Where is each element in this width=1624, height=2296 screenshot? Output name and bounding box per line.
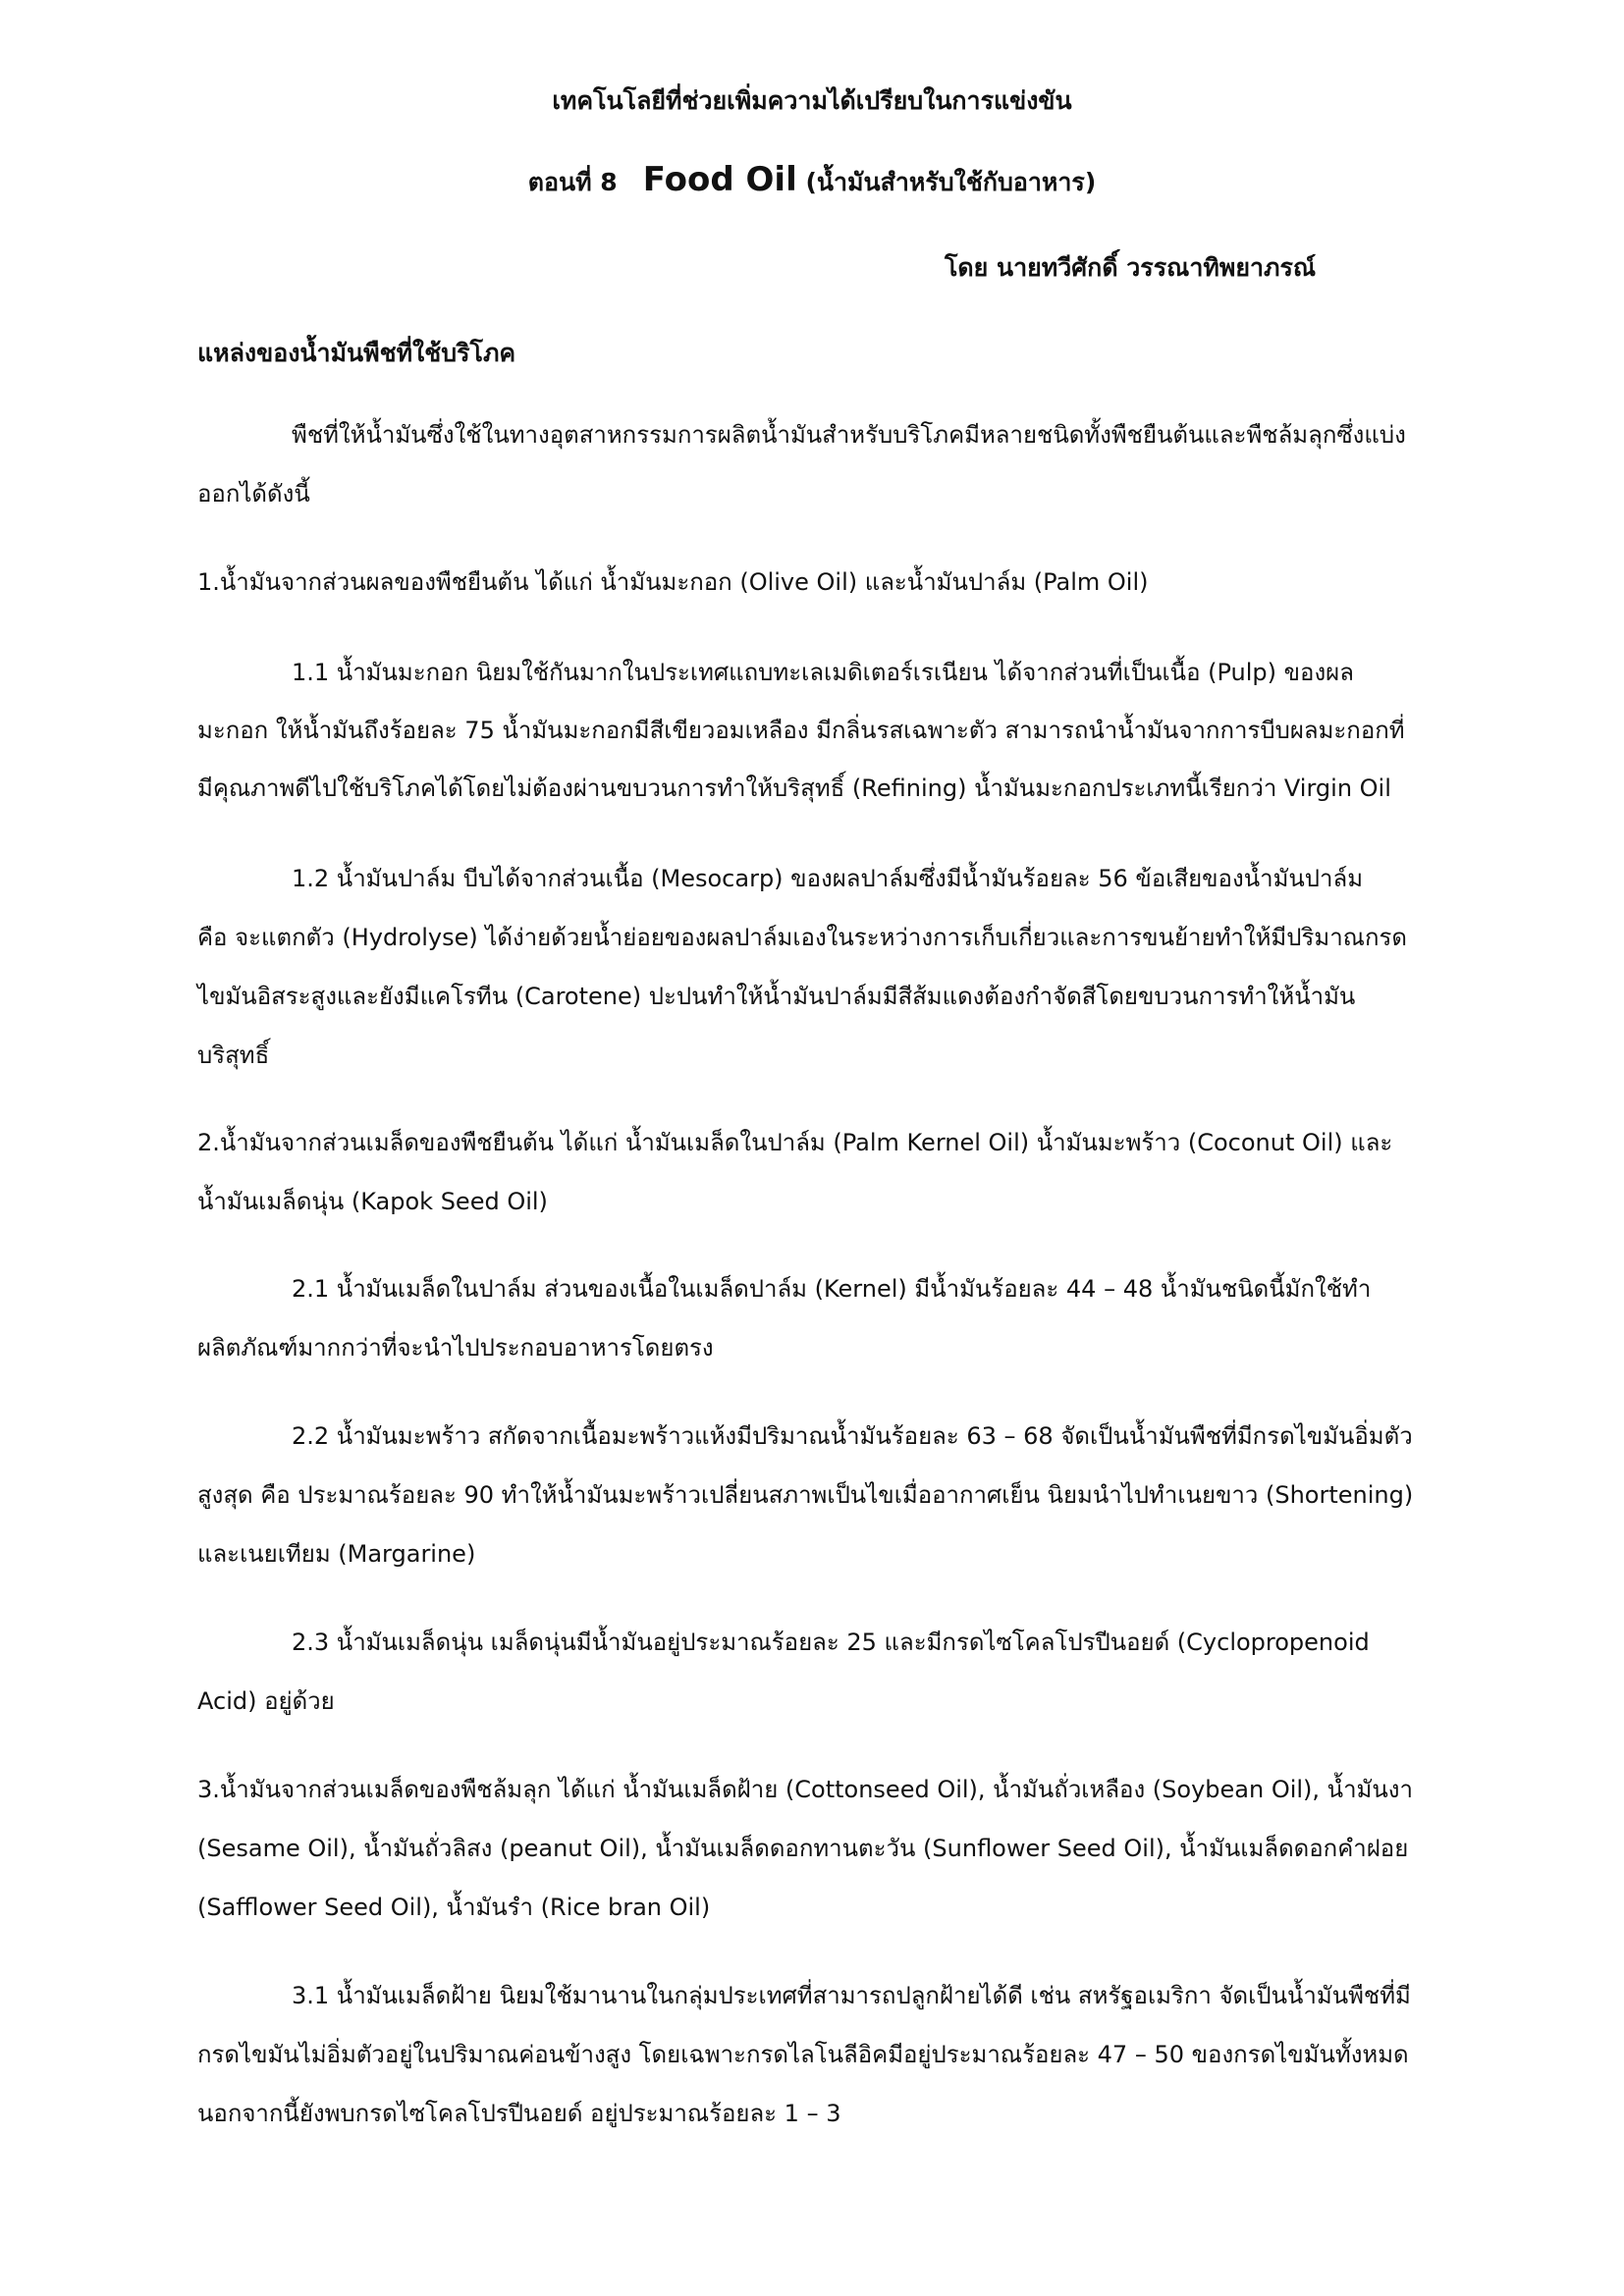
section-heading: แหล่งของน้ำมันพืชที่ใช้บริโภค (197, 339, 516, 367)
paragraph-line: น้ำมันเมล็ดนุ่น (Kapok Seed Oil) (197, 1188, 548, 1215)
paragraph-line: 2.3 น้ำมันเมล็ดนุ่น เมล็ดนุ่นมีน้ำมันอยู่ประมาณร้อยละ 25 และมีกรดไซโคลโปรปีนอยด์ (Cyclopropenoid (292, 1629, 1370, 1656)
paragraph-line: (Safflower Seed Oil), น้ำมันรำ (Rice bran Oil) (197, 1894, 711, 1921)
paragraph-line: Acid) อยู่ด้วย (197, 1687, 335, 1715)
paragraph-line: ไขมันอิสระสูงและยังมีแคโรทีน (Carotene) ปะปนทำให้น้ำมันปาล์มมีสีส้มแดงต้องกำจัดสีโดยขบวนการทำให้น้ำมัน (197, 983, 1356, 1010)
episode-heading (0, 160, 1624, 199)
paragraph-line: (Sesame Oil), น้ำมันถั่วลิสง (peanut Oil), น้ำมันเมล็ดดอกทานตะวัน (Sunflower Seed Oil), น้ำมันเมล็ดดอกคำฝอย (197, 1835, 1409, 1862)
document-title: เทคโนโลยีที่ช่วยเพิ่มความได้เปรียบในการแข่งขัน (552, 86, 1072, 115)
paragraph-line: 2.2 น้ำมันมะพร้าว สกัดจากเนื้อมะพร้าวแห้งมีปริมาณน้ำมันร้อยละ 63 – 68 จัดเป็นน้ำมันพืชที่มีกรดไขมันอิ่มตัว (292, 1422, 1413, 1450)
paragraph-line: กรดไขมันไม่อิ่มตัวอยู่ในปริมาณค่อนข้างสูง โดยเฉพาะกรดไลโนลีอิคมีอยู่ประมาณร้อยละ 47 – 50 ของกรดไขมันทั้งหมด (197, 2041, 1409, 2068)
list-item-3: 3.น้ำมันจากส่วนเมล็ดของพืชล้มลุก ได้แก่ น้ำมันเมล็ดฝ้าย (Cottonseed Oil), น้ำมันถั่วเหลือง (Soybean Oil), น้ำมันงา (197, 1776, 1413, 1803)
paragraph-line: มะกอก ให้น้ำมันถึงร้อยละ 75 น้ำมันมะกอกมีสีเขียวอมเหลือง มีกลิ่นรสเฉพาะตัว สามารถนำน้ำมันจากการบีบผลมะกอกที่ (197, 717, 1405, 744)
paragraph-line: คือ จะแตกตัว (Hydrolyse) ได้ง่ายด้วยน้ำย่อยของผลปาล์มเองในระหว่างการเก็บเกี่ยวและการขนย้ายทำให้มีปริมาณกรด (197, 924, 1407, 951)
episode-thai-title: (น้ำมันสำหรับใช้กับอาหาร) (805, 168, 1097, 196)
paragraph-line: ผลิตภัณฑ์มากกว่าที่จะนำไปประกอบอาหารโดยตรง (197, 1334, 714, 1362)
list-item-2: 2.น้ำมันจากส่วนเมล็ดของพืชยืนต้น ได้แก่ น้ำมันเมล็ดในปาล์ม (Palm Kernel Oil) น้ำมันมะพร้าว (Coconut Oil) และ (197, 1129, 1393, 1156)
paragraph-line: บริสุทธิ์ (197, 1041, 270, 1069)
paragraph-line: และเนยเทียม (Margarine) (197, 1540, 476, 1568)
list-item-1: 1.น้ำมันจากส่วนผลของพืชยืนต้น ได้แก่ น้ำมันมะกอก (Olive Oil) และน้ำมันปาล์ม (Palm Oil) (197, 568, 1149, 596)
episode-prefix: ตอนที่ 8 (527, 168, 618, 196)
paragraph-line: 3.1 น้ำมันเมล็ดฝ้าย นิยมใช้มานานในกลุ่มประเทศที่สามารถปลูกฝ้ายได้ดี เช่น สหรัฐอเมริกา จัดเป็นน้ำมันพืชที่มี (292, 1982, 1411, 2009)
paragraph-line: 1.1 น้ำมันมะกอก นิยมใช้กันมากในประเทศแถบทะเลเมดิเตอร์เรเนียน ได้จากส่วนที่เป็นเนื้อ (Pulp) ของผล (292, 659, 1354, 686)
paragraph-line: นอกจากนี้ยังพบกรดไซโคลโปรปีนอยด์ อยู่ประมาณร้อยละ 1 – 3 (197, 2100, 841, 2127)
paragraph-line: สูงสุด คือ ประมาณร้อยละ 90 ทำให้น้ำมันมะพร้าวเปลี่ยนสภาพเป็นไขเมื่ออากาศเย็น นิยมนำไปทำเนยขาว (Shortening) (197, 1481, 1414, 1509)
paragraph-line: ออกได้ดังนี้ (197, 480, 310, 507)
author-line: โดย นายทวีศักดิ์ วรรณาทิพยาภรณ์ (945, 253, 1317, 282)
paragraph-line: 2.1 น้ำมันเมล็ดในปาล์ม ส่วนของเนื้อในเมล็ดปาล์ม (Kernel) มีน้ำมันร้อยละ 44 – 48 น้ำมันชนิดนี้มักใช้ทำ (292, 1275, 1372, 1303)
episode-english-title: Food Oil (642, 160, 797, 199)
paragraph-line: 1.2 น้ำมันปาล์ม บีบได้จากส่วนเนื้อ (Mesocarp) ของผลปาล์มซึ่งมีน้ำมันร้อยละ 56 ข้อเสียของน้ำมันปาล์ม (292, 865, 1364, 892)
paragraph-line: พืชที่ให้น้ำมันซึ่งใช้ในทางอุตสาหกรรมการผลิตน้ำมันสำหรับบริโภคมีหลายชนิดทั้งพืชยืนต้นและพืชล้มลุกซึ่งแบ่ง (292, 421, 1406, 449)
paragraph-line: มีคุณภาพดีไปใช้บริโภคได้โดยไม่ต้องผ่านขบวนการทำให้บริสุทธิ์ (Refining) น้ำมันมะกอกประเภทนี้เรียกว่า Virgin Oil (197, 774, 1391, 802)
